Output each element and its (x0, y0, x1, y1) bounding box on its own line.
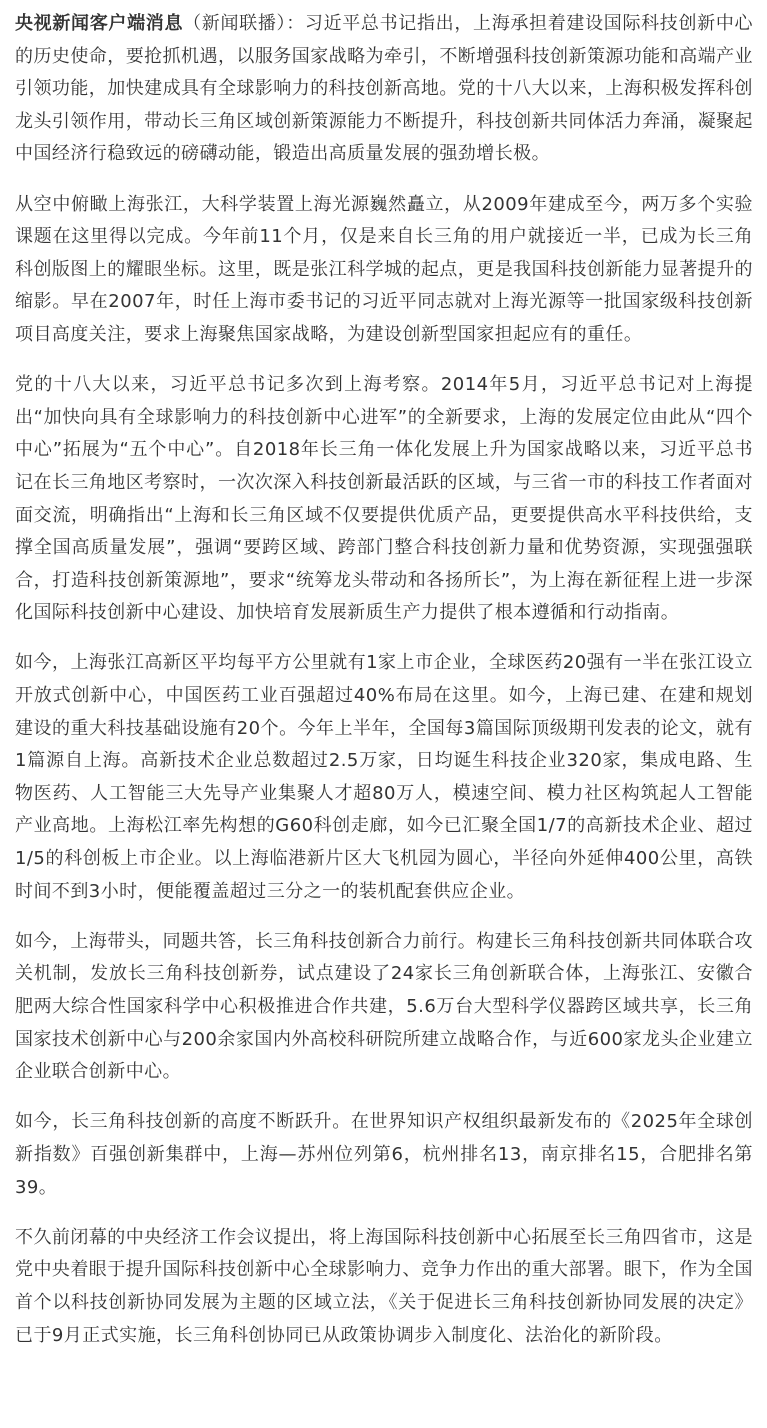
paragraph-3: 如今，上海张江高新区平均每平方公里就有1家上市企业，全球医药20强有一半在张江设立开放式创新中心，中国医药工业百强超过40%布局在这里。如今，上海已建、在建和规划建设的重大科技基础设施有20个。今年上半年，全国每3篇国际顶级期刊发表的论文，就有1篇源自上海。高新技术企业总数超过2.5万家，日均诞生科技企业320家，集成电路、生物医药、人工智能三大先导产业集聚人才超80万人，模速空间、模力社区构筑起人工智能产业高地。上海松江率先构想的G60科创走廊，如今已汇聚全国1/7的高新技术企业、超过1/5的科创板上市企业。以上海临港新片区大飞机园为圆心，半径向外延伸400公里，高铁时间不到3小时，便能覆盖超过三分之一的装机配套供应企业。 (15, 652, 753, 902)
article-body (15, 8, 753, 1352)
paragraph-1: 从空中俯瞰上海张江，大科学装置上海光源巍然矗立，从2009年建成至今，两万多个实验课题在这里得以完成。今年前11个月，仅是来自长三角的用户就接近一半，已成为长三角科创版图上的耀眼坐标。这里，既是张江科学城的起点，更是我国科技创新能力显著提升的缩影。早在2007年，时任上海市委书记的习近平同志就对上海光源等一批国家级科技创新项目高度关注，要求上海聚焦国家战略，为建设创新型国家担起应有的重任。 (15, 193, 753, 345)
lead-text: （新闻联播）：习近平总书记指出，上海承担着建设国际科技创新中心的历史使命，要抢抓机遇，以服务国家战略为牵引，不断增强科技创新策源功能和高端产业引领功能，加快建成具有全球影响力的科技创新高地。党的十八大以来，上海积极发挥科创龙头引领作用，带动长三角区域创新策源能力不断提升，科技创新共同体活力奔涌，凝聚起中国经济行稳致远的磅礴动能，锻造出高质量发展的强劲增长极。 (15, 13, 753, 165)
paragraph-6: 不久前闭幕的中央经济工作会议提出，将上海国际科技创新中心拓展至长三角四省市，这是党中央着眼于提升国际科技创新中心全球影响力、竞争力作出的重大部署。眼下，作为全国首个以科技创新协同发展为主题的区域立法，《关于促进长三角科技创新协同发展的决定》已于9月正式实施，长三角科创协同已从政策协调步入制度化、法治化的新阶段。 (15, 1226, 753, 1346)
lead-paragraph (15, 8, 753, 171)
paragraph-5: 如今，长三角科技创新的高度不断跃升。在世界知识产权组织最新发布的《2025年全球创新指数》百强创新集群中，上海—苏州位列第6，杭州排名13，南京排名15，合肥排名第39。 (15, 1111, 753, 1198)
paragraph-2: 党的十八大以来，习近平总书记多次到上海考察。2014年5月，习近平总书记对上海提出“加快向具有全球影响力的科技创新中心进军”的全新要求，上海的发展定位由此从“四个中心”拓展为“五个中心”。自2018年长三角一体化发展上升为国家战略以来，习近平总书记在长三角地区考察时，一次次深入科技创新最活跃的区域，与三省一市的科技工作者面对面交流，明确指出“上海和长三角区域不仅要提供优质产品，更要提供高水平科技供给，支撑全国高质量发展”，强调“要跨区域、跨部门整合科技创新力量和优势资源，实现强强联合，打造科技创新策源地”，要求“统筹龙头带动和各扬所长”，为上海在新征程上进一步深化国际科技创新中心建设、加快培育发展新质生产力提供了根本遵循和行动指南。 (15, 374, 753, 624)
paragraph-4: 如今，上海带头，同题共答，长三角科技创新合力前行。构建长三角科技创新共同体联合攻关机制，发放长三角科技创新券，试点建设了24家长三角创新联合体，上海张江、安徽合肥两大综合性国家科学中心积极推进合作共建，5.6万台大型科学仪器跨区域共享，长三角国家技术创新中心与200余家国内外高校科研院所建立战略合作，与近600家龙头企业建立企业联合创新中心。 (15, 930, 753, 1083)
news-source: 央视新闻客户端消息 (15, 13, 184, 34)
